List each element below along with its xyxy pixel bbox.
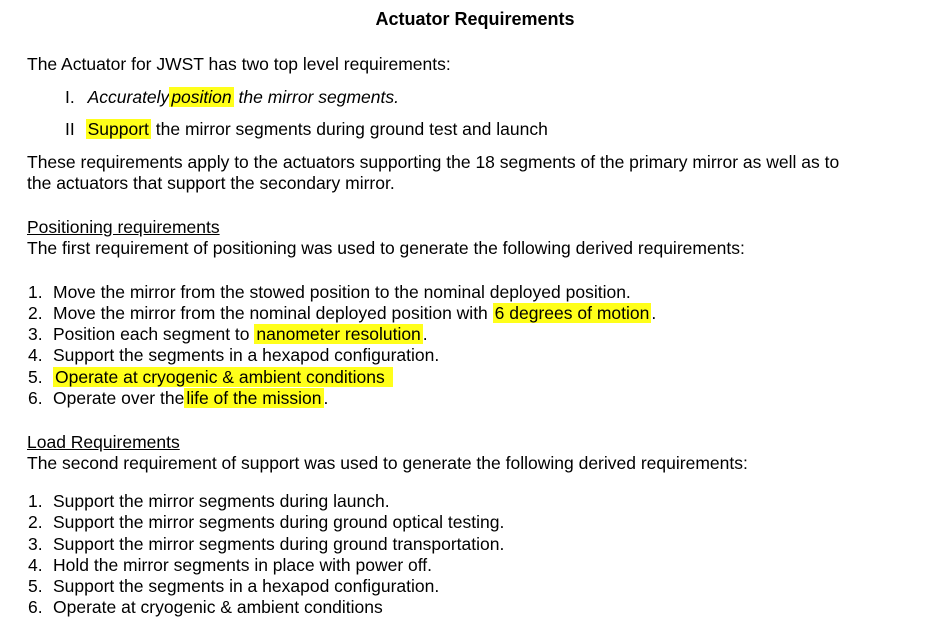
list-item: 2. Move the mirror from the nominal deployed position with 6 degrees of motion . — [28, 303, 657, 323]
intro-text: The Actuator for JWST has two top level requirements: — [27, 54, 451, 74]
list-item: 6. Operate at cryogenic & ambient conditions — [28, 597, 383, 617]
top-requirement-text: the mirror segments during ground test and launch — [155, 119, 548, 139]
positioning-heading: Positioning requirements — [27, 217, 220, 237]
top-requirement-numeral: I. — [65, 87, 75, 107]
highlighted-text: Operate at cryogenic & ambient conditions — [53, 367, 393, 387]
list-item: 1. Support the mirror segments during launch. — [28, 491, 390, 511]
top-requirement-1 — [65, 87, 399, 108]
list-item: 6. Operate over the life of the mission . — [28, 388, 329, 408]
highlighted-text: 6 degrees of motion — [494, 303, 650, 323]
list-item: 5. Operate at cryogenic & ambient conditions — [28, 367, 393, 388]
list-item: 4. Support the segments in a hexapod configuration. — [28, 345, 440, 365]
list-item: 1. Move the mirror from the stowed position to the nominal deployed position. — [28, 282, 631, 302]
page-title: Actuator Requirements — [375, 9, 575, 29]
list-item: 4. Hold the mirror segments in place with power off. — [28, 555, 433, 575]
highlighted-text: life of the mission — [186, 388, 322, 408]
positioning-subheading: The first requirement of positioning was used to generate the following derived requirements: — [27, 238, 745, 258]
load-subheading: The second requirement of support was used to generate the following derived requirements: — [27, 453, 748, 473]
top-requirement-text: the mirror segments. — [238, 87, 399, 107]
top-requirement-2 — [65, 119, 548, 140]
top-requirement-numeral: II — [65, 119, 75, 139]
list-item: 5. Support the segments in a hexapod configuration. — [28, 576, 440, 596]
list-item: 3. Support the mirror segments during ground transportation. — [28, 534, 505, 554]
apply-text-line-2: the actuators that support the secondary mirror. — [27, 173, 395, 193]
highlighted-text: nanometer resolution — [256, 324, 421, 344]
highlighted-text: Support — [87, 119, 149, 139]
list-item: 3. Position each segment to nanometer resolution . — [28, 324, 428, 344]
apply-text-line-1: These requirements apply to the actuators supporting the 18 segments of the primary mirror as well as to — [27, 152, 840, 172]
top-requirement-text: Accurately — [87, 87, 170, 107]
highlighted-text: position — [171, 87, 232, 107]
load-heading: Load Requirements — [27, 432, 180, 452]
list-item: 2. Support the mirror segments during ground optical testing. — [28, 512, 505, 532]
